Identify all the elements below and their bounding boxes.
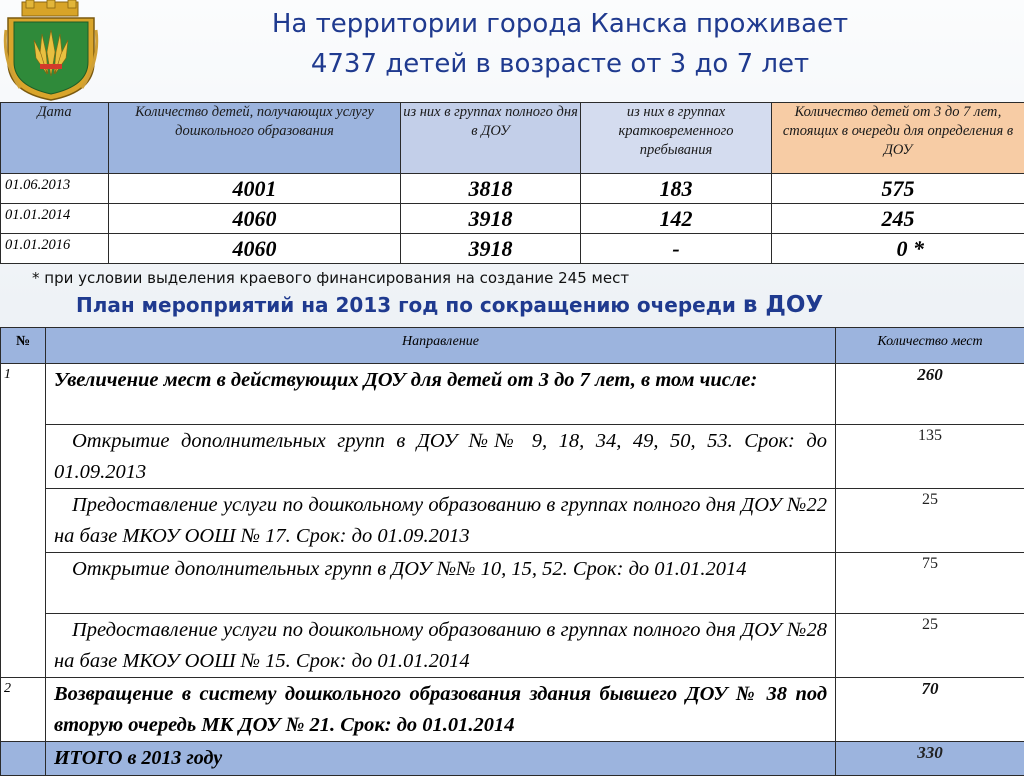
cell-places: 25 <box>836 489 1024 553</box>
table-row <box>1 174 1024 204</box>
cell-places: 70 <box>836 678 1024 742</box>
table-row <box>1 364 1024 425</box>
cell-places: 135 <box>836 425 1024 489</box>
cell-total: 4060 <box>109 204 401 234</box>
header-direction: Направление <box>46 328 836 364</box>
section-title-tail: в ДОУ <box>743 292 823 318</box>
cell-full-day: 3918 <box>401 234 581 264</box>
table-row <box>1 234 1024 264</box>
cell-direction: Открытие дополнительных групп в ДОУ №№ 10, 15, 52. Срок: до 01.01.2014 <box>46 553 836 614</box>
city-coat-of-arms-icon <box>2 0 100 102</box>
header-places: Количество мест <box>836 328 1024 364</box>
cell-number: 1 <box>1 364 46 678</box>
cell-total: 4001 <box>109 174 401 204</box>
cell-direction: Возвращение в систему дошкольного образования здания бывшего ДОУ № 38 под вторую очередь МК ДОУ № 21. Срок: до 01.01.2014 <box>46 678 836 742</box>
cell-direction: Предоставление услуги по дошкольному образованию в группах полного дня ДОУ №28 на базе МКОУ ООШ № 15. Срок: до 01.01.2014 <box>46 614 836 678</box>
footnote: * при условии выделения краевого финансирования на создание 245 мест <box>32 269 629 287</box>
page-title-line-2: 4737 детей в возрасте от 3 до 7 лет <box>120 44 1000 84</box>
cell-total: 4060 <box>109 234 401 264</box>
cell-date: 01.01.2014 <box>1 204 109 234</box>
cell-short-stay: 142 <box>581 204 772 234</box>
page-title-line-1: На территории города Канска проживает <box>120 4 1000 44</box>
cell-full-day: 3818 <box>401 174 581 204</box>
cell-number: 2 <box>1 678 46 742</box>
header-full-day: из них в группах полного дня в ДОУ <box>401 103 581 174</box>
table-row <box>1 489 1024 553</box>
cell-queue: 245 <box>772 204 1024 234</box>
header-date: Дата <box>1 103 109 174</box>
table-row <box>1 553 1024 614</box>
cell-short-stay: - <box>581 234 772 264</box>
cell-places: 75 <box>836 553 1024 614</box>
header-total-children: Количество детей, получающих услугу дошкольного образования <box>109 103 401 174</box>
header-number: № <box>1 328 46 364</box>
cell-full-day: 3918 <box>401 204 581 234</box>
table-row <box>1 204 1024 234</box>
table-row <box>1 678 1024 742</box>
section-title-main: План мероприятий на 2013 год по сокращению очереди <box>76 293 743 317</box>
cell-queue: 0 * <box>772 234 1024 264</box>
cell-queue: 575 <box>772 174 1024 204</box>
total-label: ИТОГО в 2013 году <box>46 742 836 776</box>
page-title <box>120 4 1000 84</box>
header-short-stay: из них в группах кратковременного пребывания <box>581 103 772 174</box>
children-statistics-table <box>0 102 1024 264</box>
table-header-row <box>1 103 1024 174</box>
table-header-row <box>1 328 1024 364</box>
total-places: 330 <box>836 742 1024 776</box>
total-row <box>1 742 1024 776</box>
table-row <box>1 614 1024 678</box>
action-plan-table <box>0 327 1024 776</box>
header-queue: Количество детей от 3 до 7 лет, стоящих в очереди для определения в ДОУ <box>772 103 1024 174</box>
cell-places: 25 <box>836 614 1024 678</box>
cell-date: 01.01.2016 <box>1 234 109 264</box>
cell-date: 01.06.2013 <box>1 174 109 204</box>
cell-direction: Предоставление услуги по дошкольному образованию в группах полного дня ДОУ №22 на базе МКОУ ООШ № 17. Срок: до 01.09.2013 <box>46 489 836 553</box>
cell-direction: Увеличение мест в действующих ДОУ для детей от 3 до 7 лет, в том числе: <box>46 364 836 425</box>
cell-direction: Открытие дополнительных групп в ДОУ №№ 9, 18, 34, 49, 50, 53. Срок: до 01.09.2013 <box>46 425 836 489</box>
cell-places: 260 <box>836 364 1024 425</box>
cell-number <box>1 742 46 776</box>
cell-short-stay: 183 <box>581 174 772 204</box>
table-row <box>1 425 1024 489</box>
section-title <box>76 292 823 318</box>
